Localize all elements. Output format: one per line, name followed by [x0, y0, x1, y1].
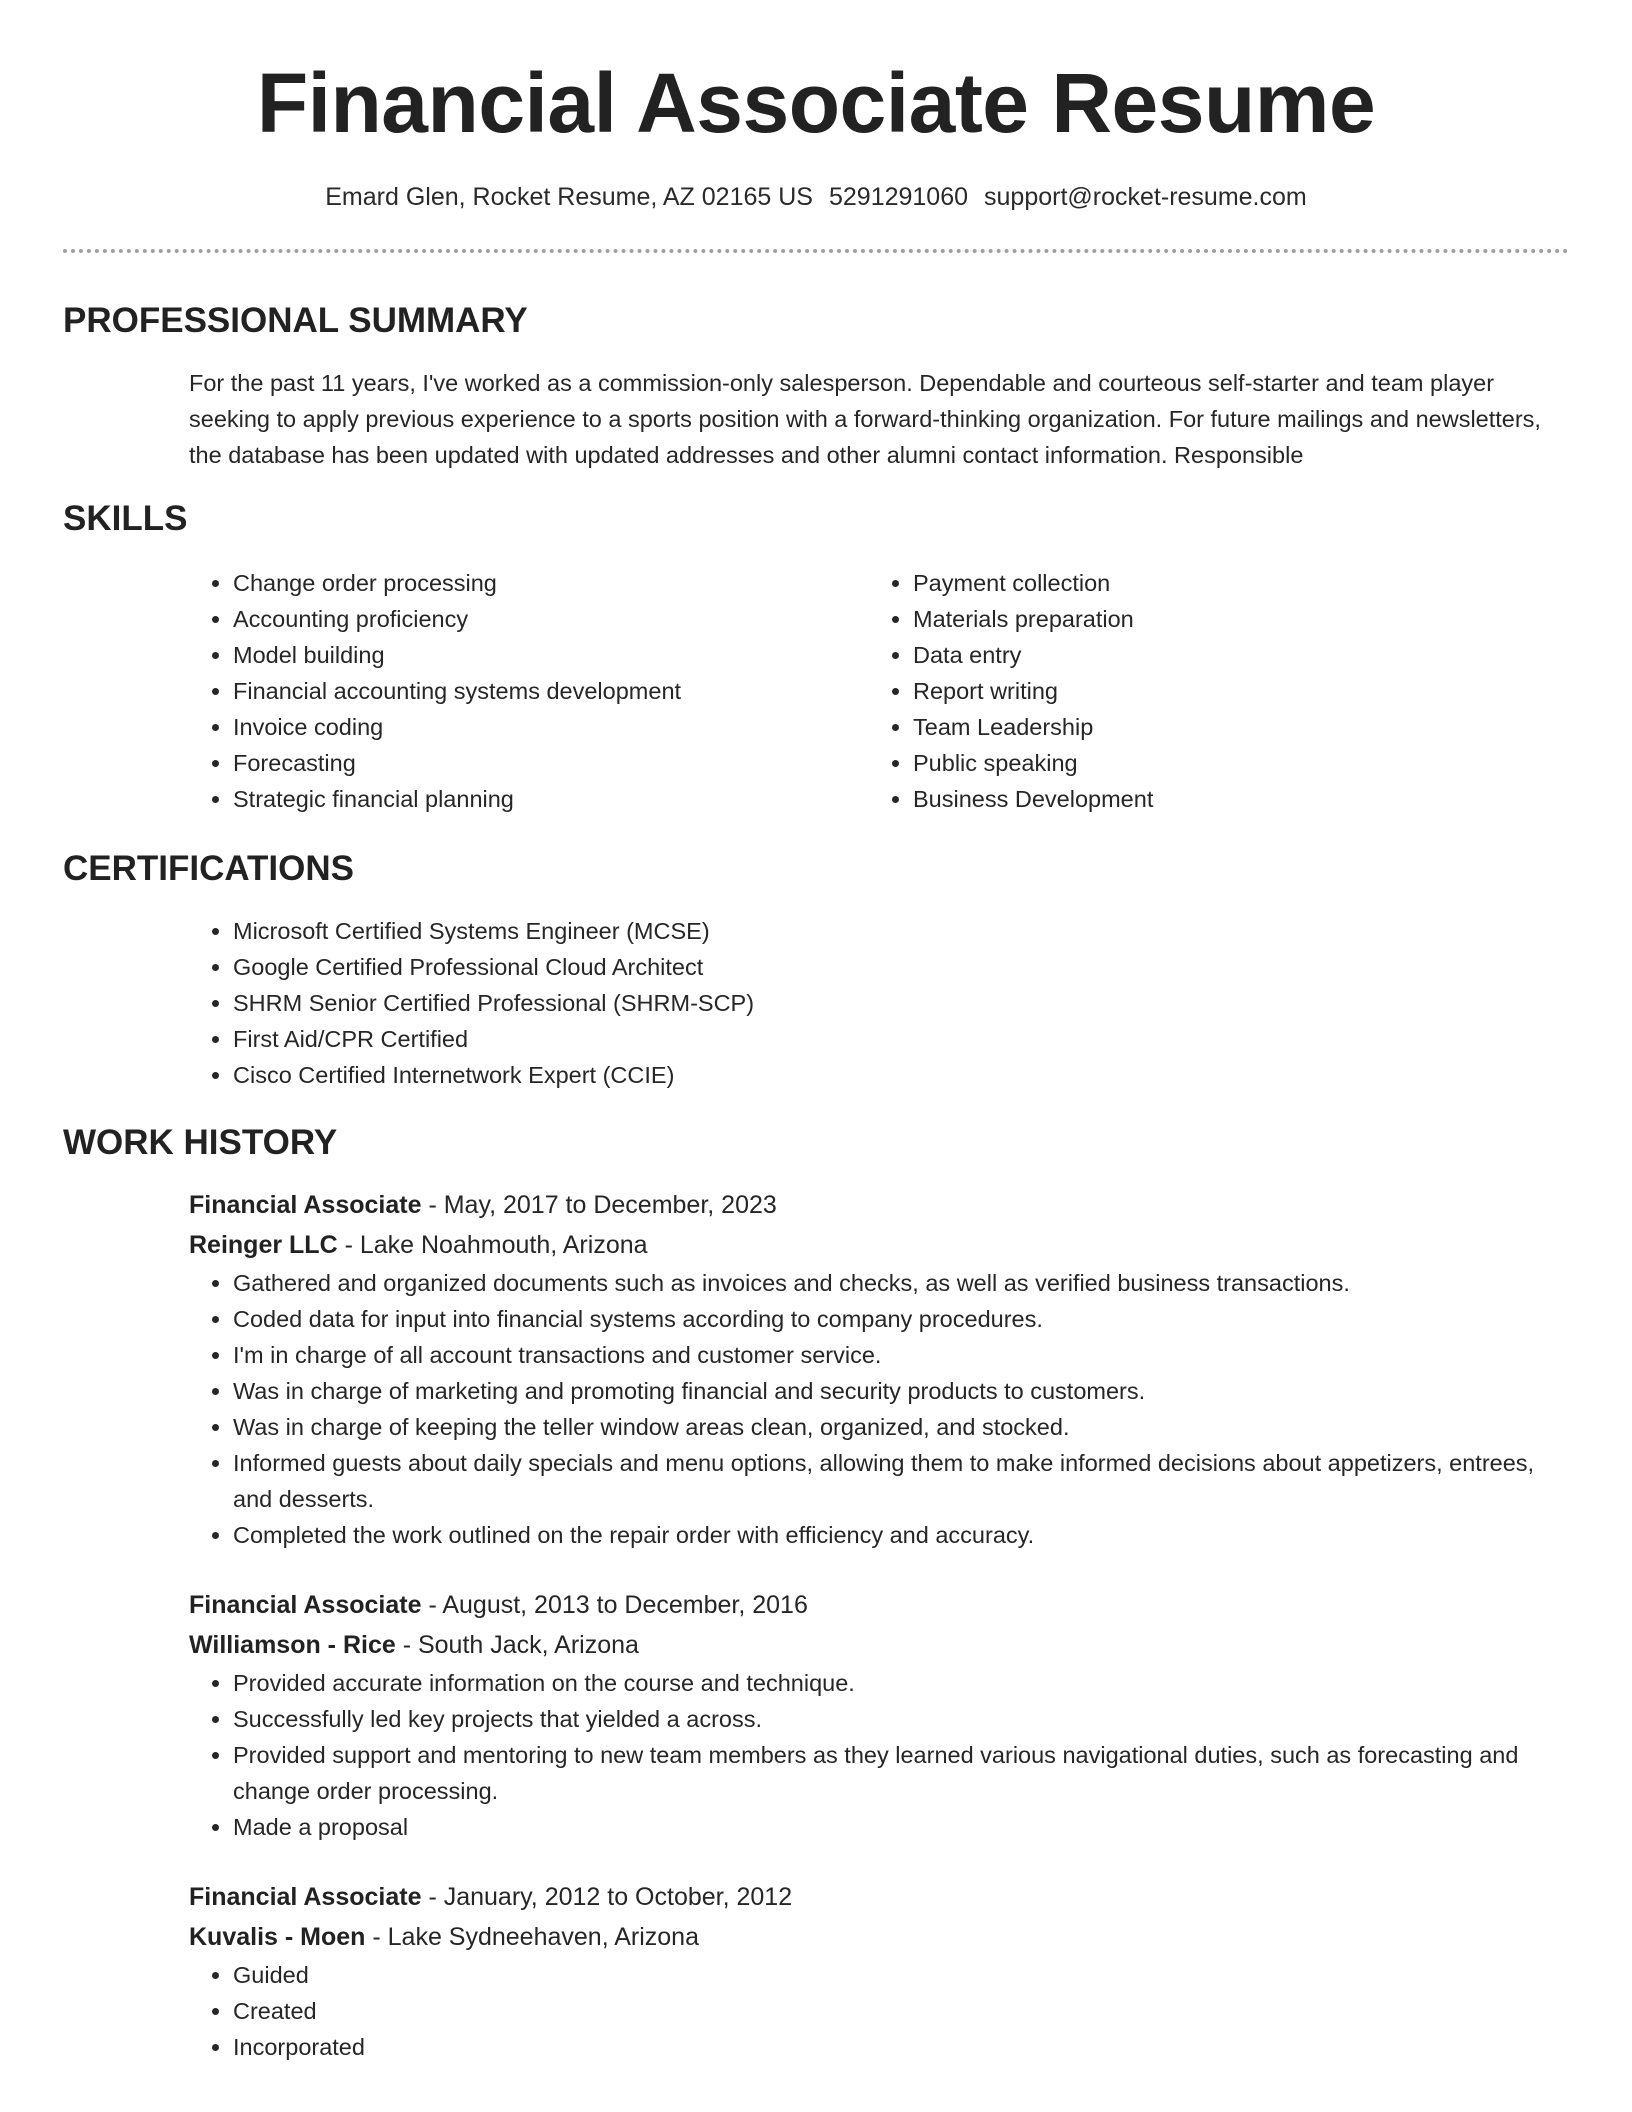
skills-grid [189, 565, 1569, 817]
skills-list-left [189, 565, 869, 817]
job-duty: • Created [233, 1993, 1569, 2029]
job-duty: • Incorporated [233, 2029, 1569, 2065]
skills-column-right [869, 565, 1549, 817]
job-dates: - August, 2013 to December, 2016 [421, 1591, 808, 1619]
skill-item: • Public speaking [913, 745, 1549, 781]
job-duties-list [189, 1957, 1569, 2065]
contact-line [63, 180, 1569, 214]
job-company: Reinger LLC [189, 1231, 338, 1259]
job-duties-list [189, 1665, 1569, 1845]
resume-title: Financial Associate Resume [256, 56, 1376, 150]
job-duty: • I'm in charge of all account transactions and customer service. [233, 1337, 1569, 1373]
job-duty: • Made a proposal [233, 1809, 1569, 1845]
job-duty: • Was in charge of keeping the teller window areas clean, organized, and stocked. [233, 1409, 1569, 1445]
certification-item: • First Aid/CPR Certified [233, 1021, 1569, 1057]
job-duty: • Provided support and mentoring to new team members as they learned various navigational duties, such as forecasting and change order processing. [233, 1737, 1569, 1809]
job-entry [189, 1185, 1569, 1553]
job-duty: • Gathered and organized documents such as invoices and checks, as well as verified business transactions. [233, 1265, 1569, 1301]
certifications-section [189, 913, 1569, 1093]
skill-item: • Report writing [913, 673, 1549, 709]
contact-email: support@rocket-resume.com [984, 183, 1307, 211]
certification-item: • SHRM Senior Certified Professional (SHRM-SCP) [233, 985, 1569, 1021]
skill-item: • Accounting proficiency [233, 601, 869, 637]
job-duty: • Coded data for input into financial systems according to company procedures. [233, 1301, 1569, 1337]
work-history-heading: WORK HISTORY [63, 1123, 338, 1162]
skill-item: • Model building [233, 637, 869, 673]
job-company-line [189, 1625, 1569, 1665]
job-duty: • Successfully led key projects that yielded a across. [233, 1701, 1569, 1737]
job-location: - Lake Noahmouth, Arizona [337, 1231, 648, 1259]
job-duty: • Provided accurate information on the course and technique. [233, 1665, 1569, 1701]
job-location: - South Jack, Arizona [395, 1631, 639, 1659]
skill-item: • Data entry [913, 637, 1549, 673]
job-duty: • Was in charge of marketing and promoting financial and security products to customers. [233, 1373, 1569, 1409]
job-company: Kuvalis - Moen [189, 1923, 366, 1951]
header-divider [63, 249, 1569, 253]
skills-list-right [869, 565, 1549, 817]
skills-column-left [189, 565, 869, 817]
job-company-line [189, 1917, 1569, 1957]
contact-address: Emard Glen, Rocket Resume, AZ 02165 US [325, 183, 813, 211]
job-entry [189, 1877, 1569, 2065]
certification-item: • Microsoft Certified Systems Engineer (MCSE) [233, 913, 1569, 949]
skill-item: • Materials preparation [913, 601, 1549, 637]
job-duty: • Completed the work outlined on the repair order with efficiency and accuracy. [233, 1517, 1569, 1553]
job-title: Financial Associate [189, 1591, 422, 1619]
job-title-line [189, 1877, 1569, 1917]
job-duty: • Guided [233, 1957, 1569, 1993]
job-title-line [189, 1585, 1569, 1625]
job-title: Financial Associate [189, 1883, 422, 1911]
skill-item: • Strategic financial planning [233, 781, 869, 817]
skills-heading: SKILLS [63, 499, 188, 538]
skill-item: • Payment collection [913, 565, 1549, 601]
job-location: - Lake Sydneehaven, Arizona [365, 1923, 699, 1951]
skill-item: • Forecasting [233, 745, 869, 781]
job-dates: - May, 2017 to December, 2023 [421, 1191, 777, 1219]
job-title: Financial Associate [189, 1191, 422, 1219]
contact-phone: 5291291060 [828, 183, 969, 211]
job-company: Williamson - Rice [189, 1631, 396, 1659]
skill-item: • Team Leadership [913, 709, 1549, 745]
certification-item: • Google Certified Professional Cloud Architect [233, 949, 1569, 985]
summary-heading: PROFESSIONAL SUMMARY [63, 301, 528, 340]
skill-item: • Invoice coding [233, 709, 869, 745]
job-company-line [189, 1225, 1569, 1265]
summary-text: For the past 11 years, I've worked as a commission-only salesperson. Dependable and courteous self-starter and team player seeking to apply previous experience to a sports position with a forward-thinking organization. For future mailings and newsletters, the database has been updated with updated addresses and other alumni contact information. Responsible [189, 370, 1541, 468]
job-duties-list [189, 1265, 1569, 1553]
skill-item: • Change order processing [233, 565, 869, 601]
certifications-list [189, 913, 1569, 1093]
certification-item: • Cisco Certified Internetwork Expert (CCIE) [233, 1057, 1569, 1093]
job-title-line [189, 1185, 1569, 1225]
skill-item: • Financial accounting systems development [233, 673, 869, 709]
job-dates: - January, 2012 to October, 2012 [421, 1883, 793, 1911]
job-duty: • Informed guests about daily specials and menu options, allowing them to make informed decisions about appetizers, entrees, and desserts. [233, 1445, 1569, 1517]
skill-item: • Business Development [913, 781, 1549, 817]
job-entry [189, 1585, 1569, 1845]
certifications-heading: CERTIFICATIONS [63, 849, 355, 888]
